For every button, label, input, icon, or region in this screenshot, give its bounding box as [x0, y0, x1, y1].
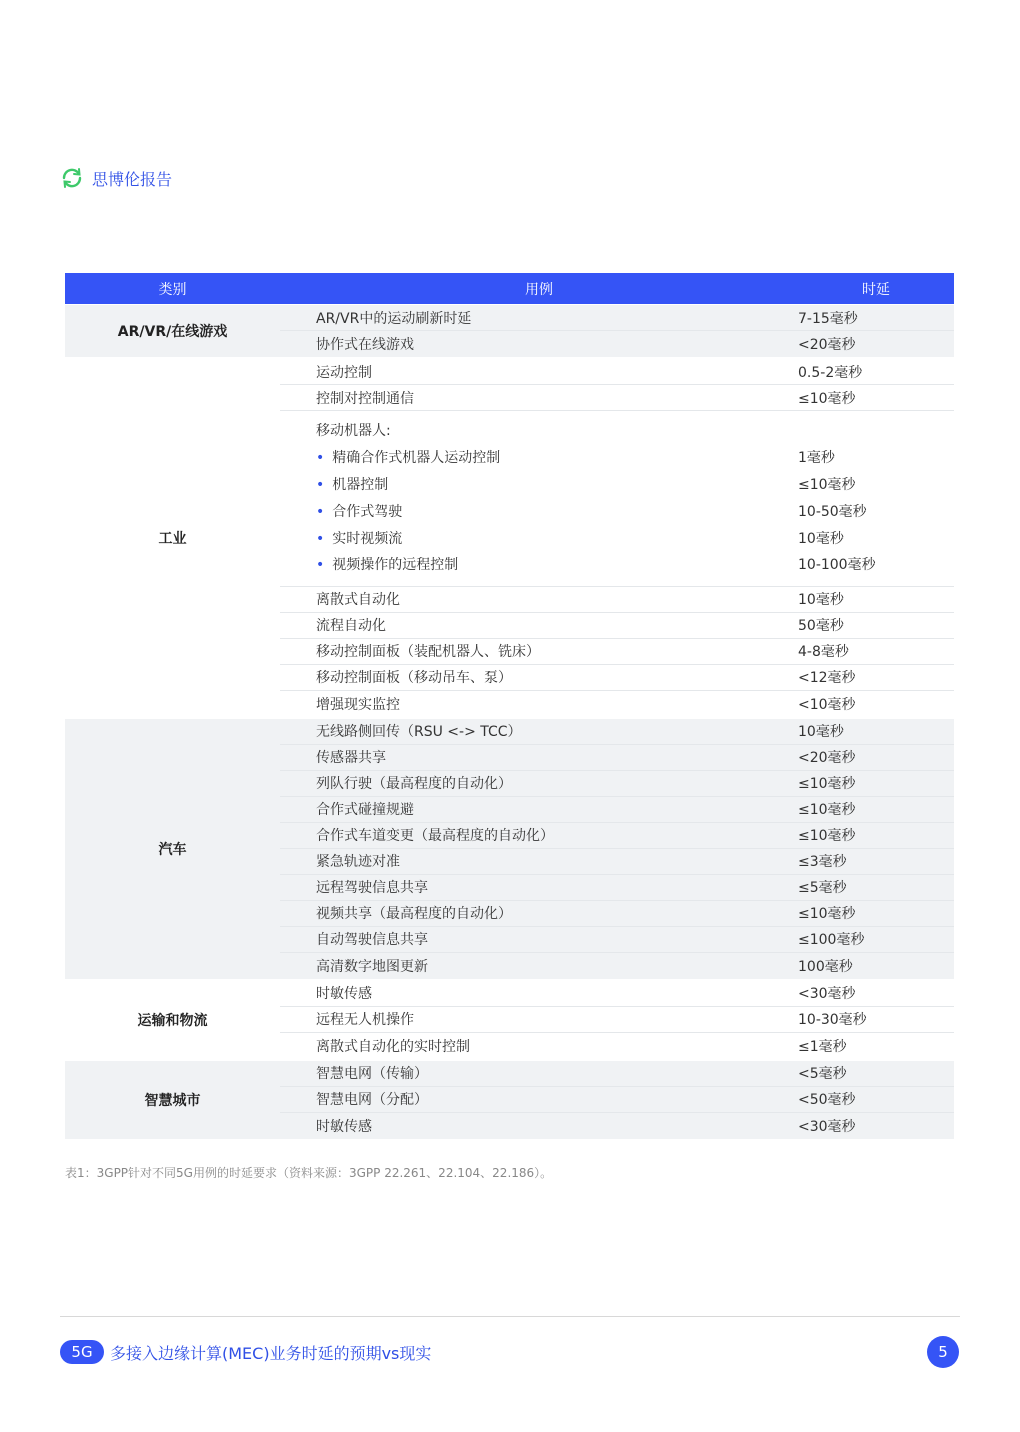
use-case-cell: 运动控制: [316, 364, 372, 381]
category-cell: 工业: [158, 530, 187, 547]
latency-cell: <5毫秒: [798, 1066, 847, 1083]
footer-title: 多接入边缘计算(MEC)业务时延的预期vs现实: [110, 1343, 432, 1363]
list-item: • 合作式驾驶: [316, 503, 403, 520]
use-case-cell: 智慧电网（传输）: [316, 1066, 428, 1083]
table-row: [280, 691, 954, 717]
use-case-heading: 移动机器人:: [316, 423, 391, 440]
latency-cell: <20毫秒: [798, 750, 856, 767]
table-row: [280, 587, 954, 613]
use-case-cell: 无线路侧回传（RSU <-> TCC）: [316, 724, 522, 741]
latency-cell: ≤3毫秒: [798, 854, 847, 871]
use-case-cell: 远程无人机操作: [316, 1012, 414, 1029]
table-row: [280, 331, 954, 357]
table-row: [280, 849, 954, 875]
use-case-cell: 协作式在线游戏: [316, 337, 414, 353]
table-row: [280, 875, 954, 901]
table-row: [280, 613, 954, 639]
use-case-cell: 移动控制面板（移动吊车、泵）: [316, 670, 512, 687]
footer-divider: [60, 1316, 960, 1317]
table-row: [280, 1113, 954, 1139]
use-case-cell: 紧急轨迹对准: [316, 854, 400, 871]
latency-cell: 100毫秒: [798, 958, 853, 975]
latency-cell: 1毫秒: [798, 450, 835, 467]
list-item: • 视频操作的远程控制: [316, 557, 459, 574]
latency-cell: ≤10毫秒: [798, 776, 856, 793]
use-case-cell: 时敏传感: [316, 1118, 372, 1135]
group-automotive: [65, 719, 954, 979]
use-case-cell: 增强现实监控: [316, 696, 400, 713]
table-row: [280, 745, 954, 771]
table-row: [280, 927, 954, 953]
table-row: [280, 1033, 954, 1059]
table-header: [65, 273, 954, 304]
latency-cell: <20毫秒: [798, 337, 856, 353]
column-header-use-case: 用例: [525, 281, 553, 298]
latency-cell: ≤10毫秒: [798, 476, 856, 493]
use-case-cell: 离散式自动化的实时控制: [316, 1038, 470, 1055]
category-cell: 智慧城市: [65, 1061, 280, 1139]
footer-badge: 5G: [60, 1340, 104, 1364]
table-row: [280, 359, 954, 385]
use-case-cell: 高清数字地图更新: [316, 958, 428, 975]
table-row: [280, 953, 954, 979]
table-row: [280, 385, 954, 411]
category-cell: 运输和物流: [137, 1012, 208, 1029]
footer: [60, 1338, 431, 1366]
use-case-cell: 合作式碰撞规避: [316, 802, 414, 819]
latency-cell: 0.5-2毫秒: [798, 364, 863, 381]
latency-table: [65, 273, 954, 1139]
use-case-cell: AR/VR中的运动刷新时延: [316, 310, 472, 327]
latency-cell: <10毫秒: [798, 696, 856, 713]
table-row: [280, 1061, 954, 1087]
latency-cell: 7-15毫秒: [798, 310, 858, 327]
table-row: [280, 719, 954, 745]
bullet-icon: •: [316, 450, 325, 467]
use-case-cell: 合作式车道变更（最高程度的自动化）: [316, 828, 554, 845]
group-industry: [65, 359, 954, 717]
latency-cell: 10毫秒: [798, 530, 844, 547]
latency-cell: <30毫秒: [798, 986, 856, 1003]
table-row: [280, 665, 954, 691]
latency-cell: ≤10毫秒: [798, 828, 856, 845]
latency-cell: 10-30毫秒: [798, 1012, 867, 1029]
latency-cell: 4-8毫秒: [798, 644, 849, 661]
latency-cell: 10-100毫秒: [798, 557, 876, 574]
bullet-icon: •: [316, 530, 325, 547]
table-row: [280, 1087, 954, 1113]
latency-cell: 10毫秒: [798, 724, 844, 741]
bullet-icon: •: [316, 476, 325, 493]
latency-cell: ≤10毫秒: [798, 906, 856, 923]
latency-cell: ≤100毫秒: [798, 932, 865, 949]
use-case-cell: 自动驾驶信息共享: [316, 932, 428, 949]
use-case-cell: 移动控制面板（装配机器人、铣床）: [316, 644, 540, 661]
page-number: 5: [927, 1336, 959, 1368]
column-header-latency: 时延: [862, 281, 890, 298]
group-arvr: [65, 305, 954, 357]
table-row: [280, 771, 954, 797]
brand-logo: [60, 163, 172, 193]
table-row: [280, 797, 954, 823]
brand-name: 思博伦报告: [92, 169, 173, 189]
latency-cell: <30毫秒: [798, 1118, 856, 1135]
latency-cell: ≤10毫秒: [798, 802, 856, 819]
use-case-cell: 时敏传感: [316, 986, 372, 1003]
use-case-cell: 传感器共享: [316, 750, 386, 767]
use-case-cell: 视频共享（最高程度的自动化）: [316, 906, 512, 923]
latency-cell: 50毫秒: [798, 618, 844, 635]
latency-cell: <50毫秒: [798, 1092, 856, 1109]
list-item: • 精确合作式机器人运动控制: [316, 450, 501, 467]
latency-cell: 10-50毫秒: [798, 503, 867, 520]
column-header-category: 类别: [158, 281, 187, 298]
latency-cell: <12毫秒: [798, 670, 856, 687]
list-item: • 机器控制: [316, 476, 389, 493]
latency-cell: ≤10毫秒: [798, 390, 856, 407]
table-row: [280, 901, 954, 927]
table-caption: 表1：3GPP针对不同5G用例的时延要求（资料来源：3GPP 22.261、22.104、22.186）。: [65, 1166, 553, 1180]
table-row: [280, 639, 954, 665]
use-case-cell: 控制对控制通信: [316, 390, 414, 407]
latency-cell: ≤5毫秒: [798, 880, 847, 897]
use-case-cell: 远程驾驶信息共享: [316, 880, 428, 897]
use-case-cell: 智慧电网（分配）: [316, 1092, 428, 1109]
table-row: [280, 823, 954, 849]
table-row-mobile-robots: [280, 411, 954, 587]
bullet-icon: •: [316, 503, 325, 520]
latency-cell: 10毫秒: [798, 592, 844, 609]
use-case-cell: 列队行驶（最高程度的自动化）: [316, 776, 512, 793]
category-cell: 汽车: [65, 719, 280, 979]
use-case-cell: 离散式自动化: [316, 592, 400, 609]
latency-cell: ≤1毫秒: [798, 1038, 847, 1055]
table-row: [280, 981, 954, 1007]
group-smart-city: [65, 1061, 954, 1139]
list-item: • 实时视频流: [316, 530, 403, 547]
table-row: [280, 305, 954, 331]
table-row: [280, 1007, 954, 1033]
use-case-cell: 流程自动化: [316, 618, 386, 635]
refresh-circle-icon: [60, 166, 84, 190]
category-cell: AR/VR/在线游戏: [65, 305, 280, 357]
bullet-icon: •: [316, 557, 325, 574]
group-transport-logistics: [65, 981, 954, 1059]
